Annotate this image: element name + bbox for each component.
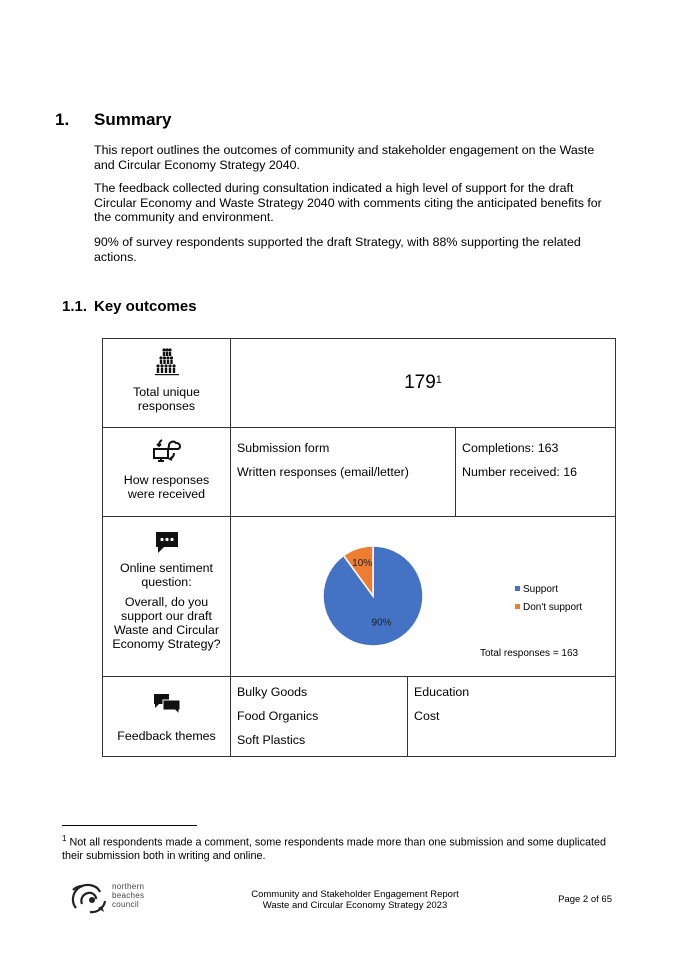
council-logo-wordmark — [112, 882, 144, 909]
logo-line-2: beaches — [112, 891, 145, 900]
summary-paragraph-2: The feedback collected during consultation indicated a high level of support for the draft Circular Economy and Waste Strategy 2040 with comments citing the anticipated benefits for the community and environment. — [94, 181, 602, 224]
theme-food-organics: Food Organics — [237, 709, 319, 723]
legend-label-support: Support — [523, 584, 559, 595]
total-responses-label-cell — [103, 339, 231, 428]
summary-paragraph-3: 90% of survey respondents supported the draft Strategy, with 88% supporting the related actions. — [94, 235, 581, 264]
sentiment-label: Online sentiment question: — [120, 561, 213, 589]
sentiment-question: Overall, do you support our draft Waste and Circular Economy Strategy? — [112, 595, 221, 651]
council-logo — [68, 878, 110, 921]
section-title: Summary — [94, 110, 172, 129]
footnote-ref: 1 — [435, 373, 442, 386]
legend-swatch-dont-support — [515, 604, 520, 609]
theme-soft-plastics: Soft Plastics — [237, 733, 306, 747]
council-logo-emblem — [68, 878, 110, 916]
footer-report-title: Community and Stakeholder Engagement Report — [251, 889, 459, 900]
chat-bubble-icon — [103, 531, 230, 555]
total-responses-label: Total unique responses — [133, 385, 200, 413]
subsection-number: 1.1. — [62, 298, 88, 315]
footnote — [62, 832, 617, 864]
count-number-received: Number received: 16 — [462, 465, 578, 479]
pie-label-dont-support: 10% — [352, 558, 373, 570]
legend-swatch-support — [515, 586, 520, 591]
theme-bulky-goods: Bulky Goods — [237, 685, 308, 699]
counts-cell — [456, 428, 616, 517]
footer-center — [210, 889, 500, 911]
footer-strategy-title: Waste and Circular Economy Strategy 2023 — [262, 900, 448, 911]
logo-line-3: council — [112, 900, 140, 909]
footnote-separator — [62, 825, 197, 826]
page-number: Page 2 of 65 — [558, 894, 612, 905]
devices-cloud-icon — [103, 436, 230, 464]
row-sentiment — [103, 517, 616, 677]
method-written-responses: Written responses (email/letter) — [237, 465, 409, 479]
chat-bubbles-icon — [103, 693, 230, 715]
chart-legend — [515, 581, 582, 617]
total-responses-value: 179 — [404, 372, 436, 393]
legend-item-dont-support — [515, 599, 582, 617]
themes-label-cell — [103, 677, 231, 757]
how-received-label: How responses were received — [123, 473, 210, 501]
legend-label-dont-support: Don't support — [523, 602, 583, 613]
count-completions: Completions: 163 — [462, 441, 559, 455]
row-feedback-themes — [103, 677, 616, 757]
theme-education: Education — [414, 685, 470, 699]
themes-col2-cell — [408, 677, 616, 757]
method-submission-form: Submission form — [237, 441, 330, 455]
section-number: 1. — [55, 110, 70, 129]
footnote-marker: 1 — [62, 834, 67, 843]
total-responses-value-cell — [231, 339, 616, 428]
legend-item-support — [515, 581, 582, 599]
themes-label: Feedback themes — [117, 729, 216, 743]
theme-cost: Cost — [414, 709, 440, 723]
sentiment-chart-cell — [231, 517, 616, 677]
people-group-icon — [103, 348, 230, 378]
methods-cell — [231, 428, 456, 517]
subsection-title: Key outcomes — [94, 298, 197, 315]
chart-total-note: Total responses = 163 — [480, 648, 579, 659]
themes-col1-cell — [231, 677, 408, 757]
pie-label-support: 90% — [371, 617, 392, 629]
row-how-received — [103, 428, 616, 517]
row-total-responses — [103, 339, 616, 428]
sentiment-label-cell — [103, 517, 231, 677]
footnote-text: Not all respondents made a comment, some respondents made more than one submission and some duplicated their submission both in writing and online. — [62, 836, 606, 863]
key-outcomes-table — [102, 338, 616, 757]
sentiment-pie-chart — [321, 544, 425, 648]
logo-line-1: northern — [112, 882, 145, 891]
how-received-label-cell — [103, 428, 231, 517]
summary-paragraph-1: This report outlines the outcomes of community and stakeholder engagement on the Waste and Circular Economy Strategy 2040. — [94, 143, 595, 172]
